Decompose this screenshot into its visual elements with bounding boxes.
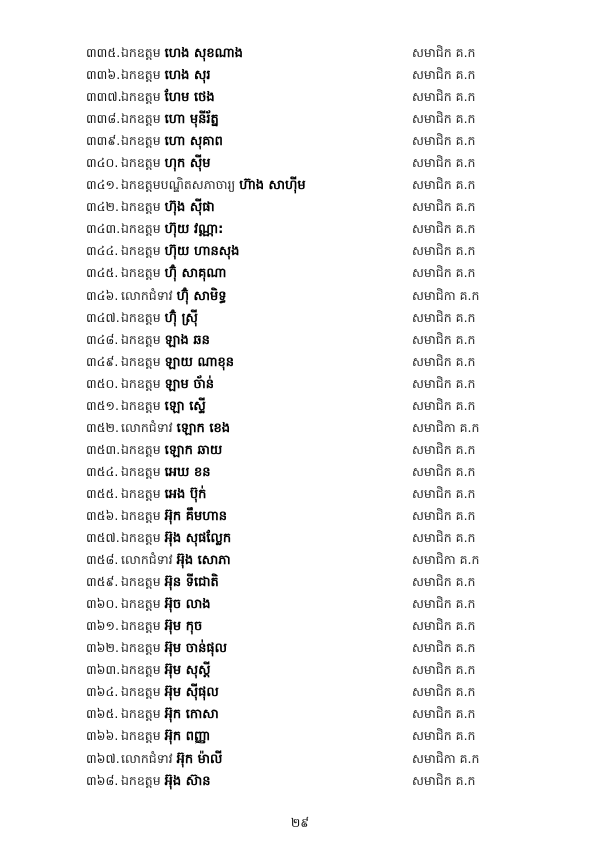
entry-title-and-name: [121, 770, 210, 793]
member-name: អ៊ុង សោភា: [176, 553, 231, 569]
honorific-title: ឯកឧត្តមបណ្ឌិតសភាចារ្យ: [121, 177, 236, 193]
member-role: សមាជិក គ.ក: [412, 596, 476, 612]
member-name: ហ៊ុំ ស្រ៊ី: [164, 310, 198, 326]
entry-number: ៣៦៦.: [86, 728, 119, 744]
entry-title-and-name: [121, 549, 231, 572]
list-item: [86, 439, 566, 461]
member-role: សមាជិក គ.ក: [412, 772, 476, 788]
member-name: ឡាម ច័ាន់: [164, 376, 214, 392]
honorific-title: ឯកឧត្តម: [121, 111, 161, 127]
entry-number: ៣៦៧.: [86, 750, 120, 766]
list-item: [86, 262, 566, 284]
member-name: ហែម ថេង: [164, 90, 215, 106]
entry-number: ៣៤៦.: [86, 287, 119, 303]
member-name: ហុក ស៊ីម: [164, 156, 211, 172]
list-item: [86, 549, 566, 571]
member-name: ឡោក ឆាយ: [164, 442, 223, 458]
entry-title-and-name: [121, 108, 219, 131]
list-item: [86, 417, 566, 439]
member-name: អ៊ុម ចាន់ផុល: [164, 641, 227, 657]
member-role: សមាជិកា គ.ក: [412, 287, 480, 303]
list-item: [86, 659, 566, 681]
list-item: [86, 373, 566, 395]
entry-number: ៣៤៨.: [86, 331, 119, 347]
entry-title-and-name: [121, 571, 219, 594]
entry-title-and-name: [121, 703, 219, 726]
list-item: [86, 64, 566, 86]
member-role: សមាជិក គ.ក: [412, 353, 476, 369]
honorific-title: ឯកឧត្តម: [121, 441, 161, 457]
entry-title-and-name: [121, 637, 227, 660]
member-name: អ៊ុម ស៊ីផុល: [164, 685, 219, 701]
member-name: ហោ មុនីរ័ត្ន: [164, 112, 219, 128]
member-role: សមាជិក គ.ក: [412, 89, 476, 105]
entry-number: ៣៤៣.: [86, 221, 121, 237]
entry-title-and-name: [121, 505, 227, 528]
member-name: អ៊ុម កុច: [164, 619, 203, 635]
honorific-title: លោកជំទាវ: [121, 419, 173, 435]
entry-title-and-name: [121, 64, 210, 87]
list-item: [86, 703, 566, 725]
list-item: [86, 329, 566, 351]
list-item: [86, 681, 566, 703]
entry-number: ៣៥៣.: [86, 441, 121, 457]
member-name: ហ៊ាង សាហ៊ីម: [239, 178, 306, 194]
entry-title-and-name: [121, 593, 210, 616]
member-name: ហេង សុខណាង: [164, 46, 243, 61]
honorific-title: ឯកឧត្តម: [121, 463, 161, 479]
list-item: [86, 637, 566, 659]
member-name: ហេង សុរ: [164, 68, 211, 84]
member-role: សមាជិក គ.ក: [412, 397, 476, 413]
list-item: [86, 748, 566, 770]
list-item: [86, 725, 566, 747]
list-item: [86, 571, 566, 593]
honorific-title: លោកជំទាវ: [121, 287, 173, 303]
entry-title-and-name: [121, 240, 239, 263]
honorific-title: ឯកឧត្តម: [121, 45, 161, 60]
list-item: [86, 307, 566, 329]
member-role: សមាជិក គ.ក: [412, 309, 476, 325]
member-role: សមាជិក គ.ក: [412, 728, 476, 744]
member-name: អ៊ុន ទីជោតិ: [164, 575, 219, 591]
entry-number: ៣៤៤.: [86, 243, 119, 259]
member-role: សមាជិក គ.ក: [412, 662, 476, 678]
entry-number: ៣៥៧.: [86, 530, 120, 546]
entry-title-and-name: [121, 483, 206, 506]
list-item: [86, 152, 566, 174]
honorific-title: ឯកឧត្តម: [121, 618, 161, 634]
member-role: សមាជិក គ.ក: [412, 111, 476, 127]
member-name: ឡាង ឆន: [164, 332, 210, 348]
member-name: អ៊ុក ពញ្ញា: [164, 729, 211, 745]
member-name: ហ៊ុំ សាគុណា: [164, 266, 227, 282]
entry-title-and-name: [121, 196, 215, 219]
entry-title-and-name: [121, 439, 222, 462]
honorific-title: ឯកឧត្តម: [121, 133, 161, 149]
honorific-title: ឯកឧត្តម: [121, 353, 161, 369]
entry-number: ៣៥៩.: [86, 574, 119, 590]
member-name: ហ៊ុយ វណ្ណា:: [164, 222, 224, 238]
member-role: សមាជិក គ.ក: [412, 133, 476, 149]
entry-number: ៣៥៦.: [86, 507, 119, 523]
entry-title-and-name: [121, 461, 210, 484]
entry-title-and-name: [121, 373, 214, 396]
honorific-title: លោកជំទាវ: [121, 750, 173, 766]
member-role: សមាជិក គ.ក: [412, 574, 476, 590]
entry-title-and-name: [121, 86, 215, 109]
list-item: [86, 218, 566, 240]
list-item: [86, 174, 566, 196]
entry-title-and-name: [121, 285, 226, 308]
list-item: [86, 770, 566, 792]
member-name: អ៊ុក កោសា: [164, 707, 219, 723]
member-list: [86, 42, 566, 792]
entry-number: ៣៤៧.: [86, 309, 120, 325]
honorific-title: លោកជំទាវ: [121, 552, 173, 568]
entry-title-and-name: [121, 748, 222, 771]
entry-title-and-name: [121, 395, 206, 418]
entry-title-and-name: [121, 262, 226, 285]
entry-title-and-name: [121, 417, 230, 440]
honorific-title: ឯកឧត្តម: [121, 243, 161, 259]
honorific-title: ឯកឧត្តម: [121, 485, 161, 501]
member-role: សមាជិក គ.ក: [412, 221, 476, 237]
entry-title-and-name: [121, 307, 198, 330]
member-role: សមាជិក គ.ក: [412, 618, 476, 634]
entry-title-and-name: [121, 681, 219, 704]
entry-number: ៣៥១.: [86, 397, 119, 413]
member-role: សមាជិកា គ.ក: [412, 750, 480, 766]
list-item: [86, 42, 566, 64]
member-name: ហោ សុគាព: [164, 134, 223, 150]
list-item: [86, 461, 566, 483]
entry-number: ៣៤១.: [86, 177, 119, 193]
entry-number: ៣៦៣.: [86, 662, 121, 678]
entry-number: ៣៦៤.: [86, 684, 119, 700]
member-name: អេឃ ខន: [164, 464, 211, 480]
entry-number: ៣៣៧.: [86, 89, 122, 105]
entry-number: ៣៦១.: [86, 618, 119, 634]
entry-title-and-name: [121, 527, 231, 550]
entry-title-and-name: [121, 659, 210, 682]
member-role: សមាជិក គ.ក: [412, 684, 476, 700]
entry-number: ៣៣៥.: [86, 45, 121, 60]
honorific-title: ឯកឧត្តម: [121, 507, 161, 523]
list-item: [86, 593, 566, 615]
member-name: អ៊ុម សុស្តី: [164, 663, 211, 679]
member-name: អ៊ុង សុផល្លែក: [164, 531, 232, 547]
entry-number: ៣៥៤.: [86, 463, 119, 479]
member-name: អ៊ុក ម៉ាលី: [176, 751, 223, 767]
member-role: សមាជិកា គ.ក: [412, 419, 480, 435]
entry-number: ៣៦៨.: [86, 772, 119, 788]
honorific-title: ឯកឧត្តម: [121, 265, 161, 281]
honorific-title: ឯកឧត្តម: [121, 772, 161, 788]
honorific-title: ឯកឧត្តម: [121, 640, 161, 656]
honorific-title: ឯកឧត្តម: [121, 684, 161, 700]
honorific-title: ឯកឧត្តម: [121, 530, 161, 546]
honorific-title: ឯកឧត្តម: [121, 155, 161, 171]
entry-title-and-name: [121, 42, 243, 65]
entry-number: ៣៦២.: [86, 640, 119, 656]
member-role: សមាជិក គ.ក: [412, 463, 476, 479]
entry-number: ៣៥០.: [86, 375, 119, 391]
honorific-title: ឯកឧត្តម: [121, 397, 161, 413]
honorific-title: ឯកឧត្តម: [121, 375, 161, 391]
member-name: អេង ប៊ុក់: [164, 486, 207, 502]
member-role: សមាជិក គ.ក: [412, 706, 476, 722]
entry-number: ៣៣៦.: [86, 67, 121, 83]
honorific-title: ឯកឧត្តម: [121, 574, 161, 590]
entry-number: ៣៤៥.: [86, 265, 119, 281]
entry-title-and-name: [121, 615, 202, 638]
honorific-title: ឯកឧត្តម: [121, 89, 161, 105]
entry-number: ៣៤២.: [86, 199, 119, 215]
member-role: សមាជិកា គ.ក: [412, 552, 480, 568]
entry-title-and-name: [121, 329, 210, 352]
honorific-title: ឯកឧត្តម: [121, 596, 161, 612]
honorific-title: ឯកឧត្តម: [121, 662, 161, 678]
member-role: សមាជិក គ.ក: [412, 485, 476, 501]
member-role: សមាជិក គ.ក: [412, 640, 476, 656]
member-role: សមាជិក គ.ក: [412, 45, 476, 60]
member-name: អ៊ុង ស៊ាន: [164, 773, 211, 789]
honorific-title: ឯកឧត្តម: [121, 199, 161, 215]
member-role: សមាជិក គ.ក: [412, 530, 476, 546]
entry-title-and-name: [121, 725, 210, 748]
member-name: ឡោ ស្ទើ: [164, 398, 206, 414]
member-role: សមាជិក គ.ក: [412, 375, 476, 391]
member-name: ហ៊ុង ស៊ីផា: [164, 200, 215, 216]
list-item: [86, 240, 566, 262]
entry-number: ៣៥៥.: [86, 485, 119, 501]
honorific-title: ឯកឧត្តម: [121, 331, 161, 347]
entry-number: ៣៦០.: [86, 596, 119, 612]
list-item: [86, 351, 566, 373]
entry-number: ៣៥៨.: [86, 552, 119, 568]
list-item: [86, 108, 566, 130]
member-role: សមាជិក គ.ក: [412, 155, 476, 171]
list-item: [86, 395, 566, 417]
member-name: ឡោក ខេង: [176, 420, 230, 436]
member-name: ហ៊ុយ ហានសុង: [164, 244, 240, 260]
honorific-title: ឯកឧត្តម: [121, 67, 161, 83]
list-item: [86, 86, 566, 108]
member-role: សមាជិក គ.ក: [412, 199, 476, 215]
list-item: [86, 615, 566, 637]
member-role: សមាជិក គ.ក: [412, 441, 476, 457]
list-item: [86, 527, 566, 549]
page-number: ២៩: [290, 815, 310, 830]
member-role: សមាជិក គ.ក: [412, 67, 476, 83]
member-name: អ៊ុក គឹមហាន: [164, 508, 227, 524]
entry-number: ៣៣៩.: [86, 133, 121, 149]
member-role: សមាជិក គ.ក: [412, 177, 476, 193]
list-item: [86, 285, 566, 307]
member-role: សមាជិក គ.ក: [412, 331, 476, 347]
entry-number: ៣៦៥.: [86, 706, 119, 722]
member-role: សមាជិក គ.ក: [412, 507, 476, 523]
member-name: ឡាយ ណាខុន: [164, 354, 234, 370]
list-item: [86, 483, 566, 505]
list-item: [86, 130, 566, 152]
entry-number: ៣៤០.: [86, 155, 119, 171]
entry-title-and-name: [121, 130, 223, 153]
honorific-title: ឯកឧត្តម: [121, 706, 161, 722]
honorific-title: ឯកឧត្តម: [121, 221, 161, 237]
entry-title-and-name: [121, 152, 210, 175]
entry-title-and-name: [121, 218, 223, 241]
honorific-title: ឯកឧត្តម: [121, 728, 161, 744]
entry-number: ៣៣៨.: [86, 111, 121, 127]
entry-title-and-name: [121, 174, 306, 197]
entry-title-and-name: [121, 351, 234, 374]
entry-number: ៣៥២.: [86, 419, 119, 435]
entry-number: ៣៤៩.: [86, 353, 119, 369]
member-role: សមាជិក គ.ក: [412, 265, 476, 281]
member-name: ហ៊ុំ សាមិទ្ធ: [176, 288, 227, 304]
list-item: [86, 196, 566, 218]
list-item: [86, 505, 566, 527]
member-name: អ៊ុច លាង: [164, 597, 211, 613]
member-role: សមាជិក គ.ក: [412, 243, 476, 259]
honorific-title: ឯកឧត្តម: [121, 309, 161, 325]
